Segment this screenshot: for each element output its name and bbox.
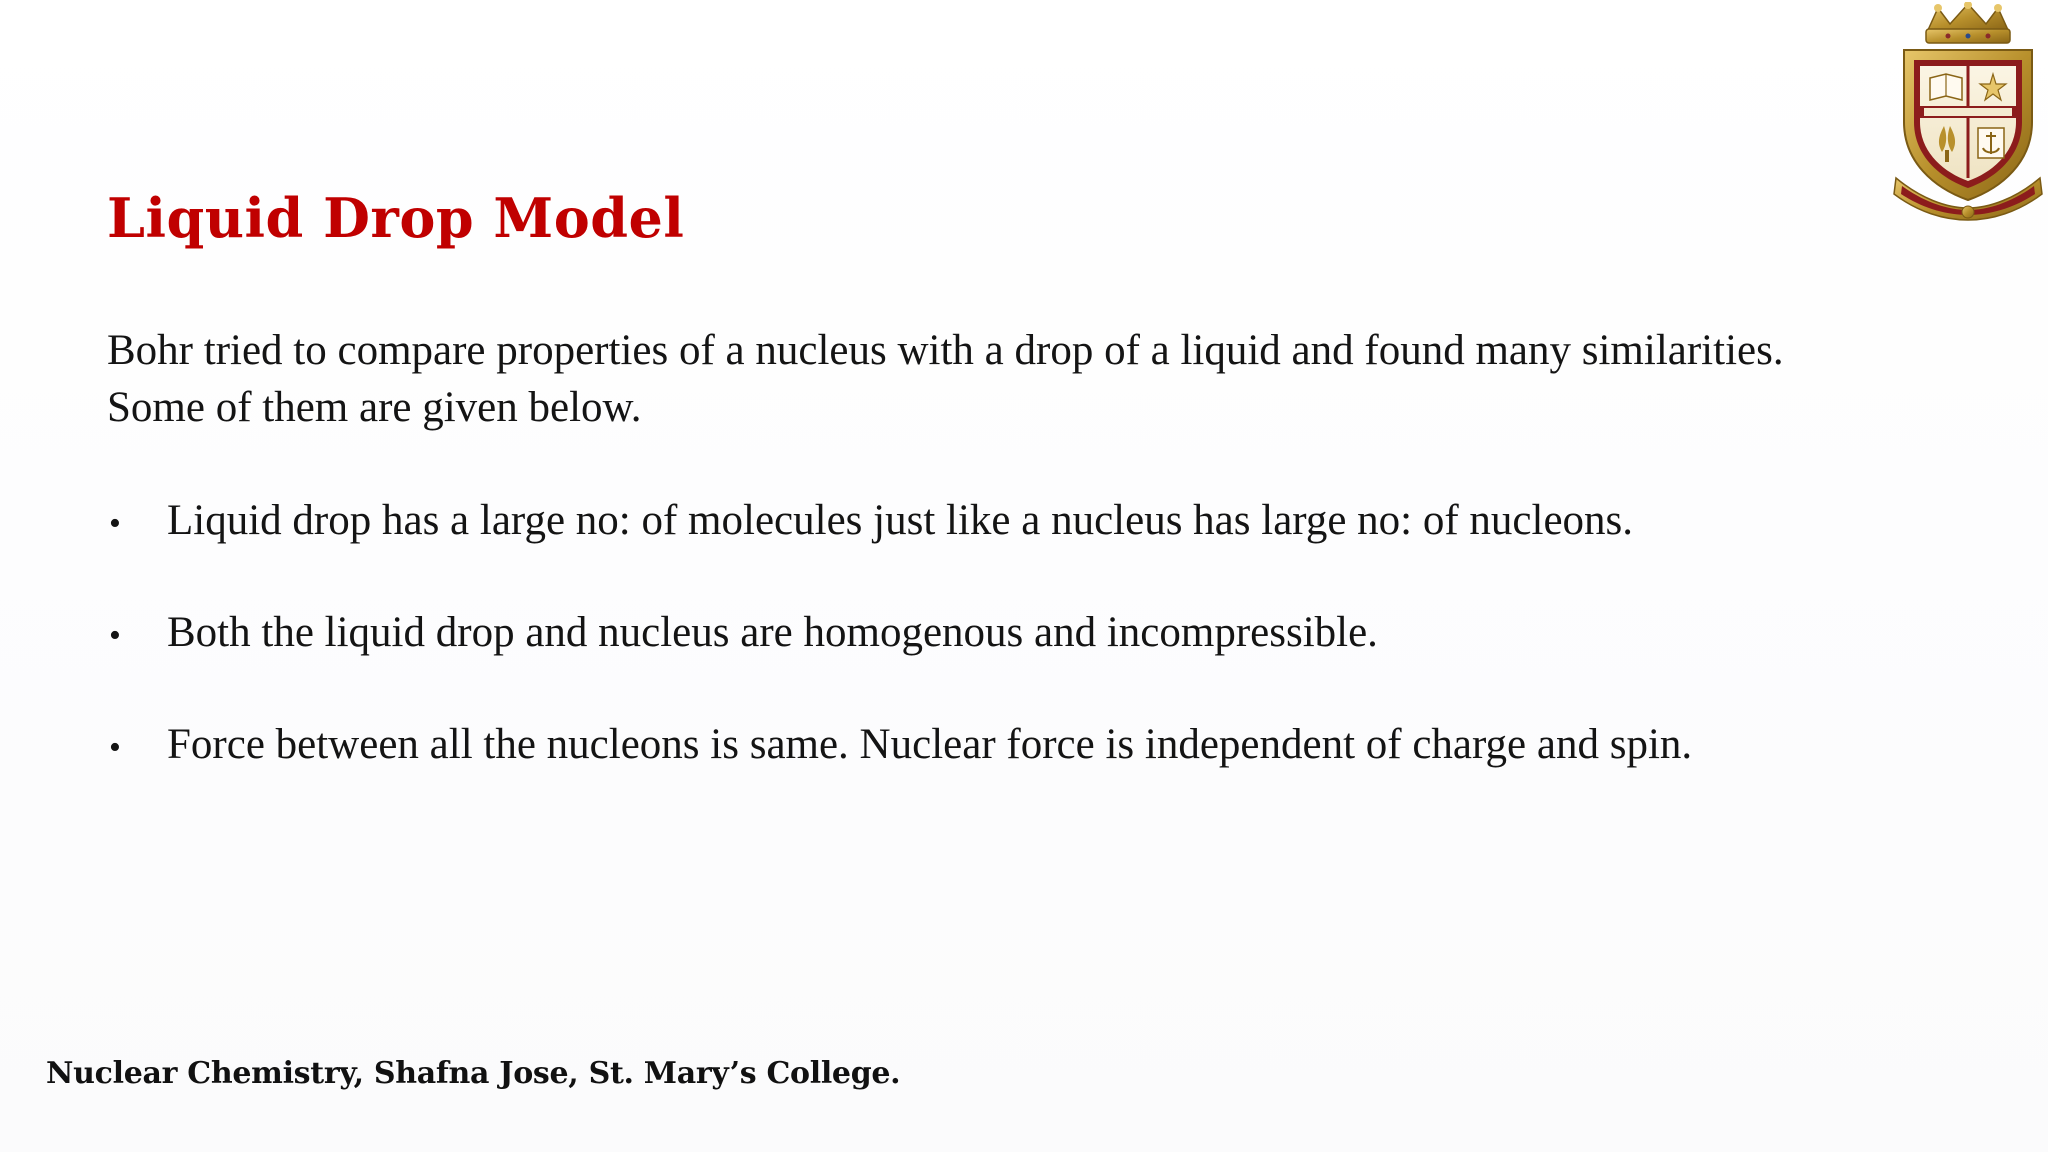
anchor-icon	[1978, 128, 2004, 158]
bullet-text: Both the liquid drop and nucleus are homogenous and incompressible.	[167, 609, 1378, 656]
bullet-text: Liquid drop has a large no: of molecules just like a nucleus has large no: of nucleons.	[167, 497, 1634, 544]
crown-icon	[1926, 2, 2010, 43]
bullet-item	[107, 604, 1947, 716]
bullet-item	[107, 716, 1947, 828]
bullet-icon: •	[109, 729, 121, 766]
bullet-text: Force between all the nucleons is same. Nuclear force is independent of charge and spin.	[167, 721, 1693, 768]
book-icon	[1930, 74, 1962, 100]
bullet-icon: •	[109, 505, 121, 542]
bullet-list	[107, 492, 1947, 828]
slide-title: Liquid Drop Model	[107, 186, 685, 250]
college-crest-logo	[1890, 2, 2046, 222]
bullet-icon: •	[109, 617, 121, 654]
bullet-item	[107, 492, 1947, 604]
intro-paragraph: Bohr tried to compare properties of a nucleus with a drop of a liquid and found many similarities. Some of them are given below.	[107, 327, 1784, 431]
footer-credit: Nuclear Chemistry, Shafna Jose, St. Mary’s College.	[46, 1056, 901, 1091]
